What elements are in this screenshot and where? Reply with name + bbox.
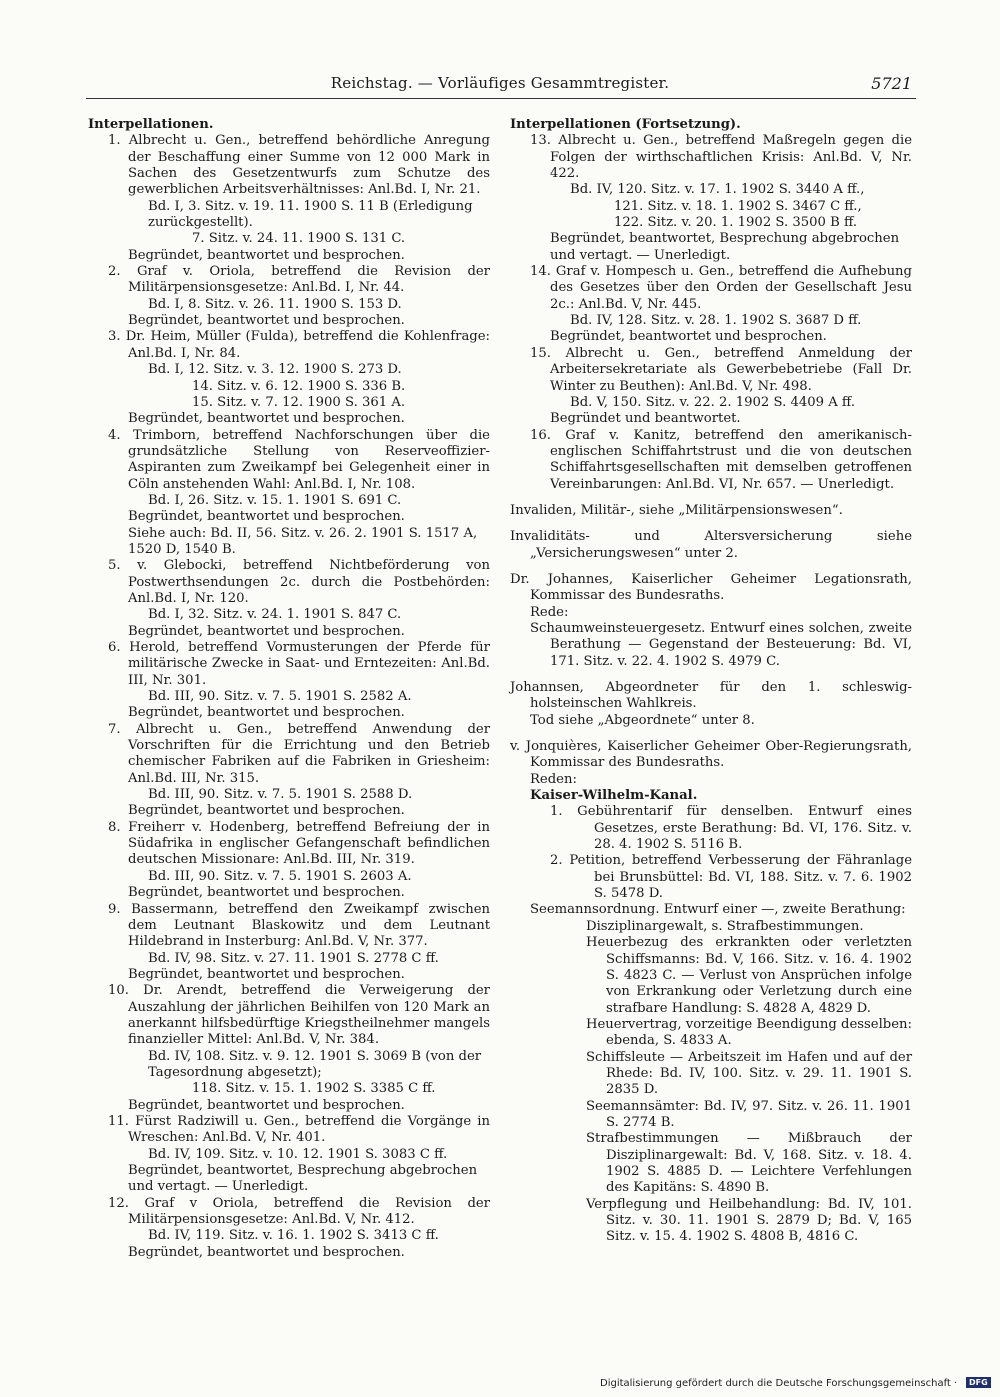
session-reference: Bd. I, 8. Sitz. v. 26. 11. 1900 S. 153 D. bbox=[148, 296, 402, 312]
interpellation-item: 8. Freiherr v. Hodenberg, betreffend Befreiung der in Südafrika in englischer Gefangenschaft befindlichen deutschen Missionare: Anl.Bd. III, Nr. 319. bbox=[108, 819, 490, 868]
rede-label: Rede: bbox=[530, 604, 569, 620]
status-note: Begründet, beantwortet und besprochen. bbox=[128, 803, 405, 819]
interpellation-item: 3. Dr. Heim, Müller (Fulda), betreffend die Kohlenfrage: Anl.Bd. I, Nr. 84. bbox=[108, 329, 490, 361]
status-note: Begründet, beantwortet und besprochen. bbox=[128, 966, 405, 982]
session-reference: Bd. IV, 108. Sitz. v. 9. 12. 1901 S. 3069 B (von der Tagesordnung abgesetzt); bbox=[148, 1048, 482, 1080]
status-note: Begründet und beantwortet. bbox=[550, 411, 741, 427]
status-note: Begründet, beantwortet und besprochen. bbox=[128, 885, 405, 901]
page-header bbox=[0, 74, 1000, 98]
interpellation-item: 12. Graf v Oriola, betreffend die Revision der Militärpensionsgesetze: Anl.Bd. V, Nr. 412. bbox=[108, 1195, 490, 1228]
interpellation-item: 5. v. Glebocki, betreffend Nichtbeförderung von Postwerthsendungen 2c. durch die Postbehörden: Anl.Bd. I, Nr. 120. bbox=[108, 558, 490, 606]
status-note: Begründet, beantwortet und besprochen. bbox=[550, 329, 827, 345]
status-note: Begründet, beantwortet und besprochen. bbox=[128, 705, 405, 721]
entry-schaumwein: Schaumweinsteuergesetz. Entwurf eines solchen, zweite Berathung — Gegenstand der Besteuerung: Bd. VI, 171. Sitz. v. 22. 4. 1902 S. 4979 C. bbox=[530, 620, 912, 669]
dfg-logo: DFG bbox=[966, 1377, 991, 1388]
session-reference: Bd. III, 90. Sitz. v. 7. 5. 1901 S. 2603 A. bbox=[148, 868, 412, 884]
running-title: Reichstag. — Vorläufiges Gesammtregister. bbox=[330, 74, 670, 92]
seemanns-item: Disziplinargewalt, s. Strafbestimmungen. bbox=[586, 918, 864, 934]
entry-johannes-head: Dr. Johannes, Kaiserlicher Geheimer Legationsrath, Kommissar des Bundesraths. bbox=[510, 571, 912, 604]
interpellation-item: 9. Bassermann, betreffend den Zweikampf zwischen dem Leutnant Blaskowitz und dem Leutnant Hildebrand in Insterburg: Anl.Bd. V, Nr. 377. bbox=[108, 901, 490, 950]
status-note: Begründet, beantwortet und besprochen. bbox=[128, 1097, 405, 1113]
session-reference: 118. Sitz. v. 15. 1. 1902 S. 3385 C ff. bbox=[192, 1081, 436, 1097]
interpellation-item: 16. Graf v. Kanitz, betreffend den amerikanisch-englischen Schiffahrtstrust und die von deutschen Schiffahrtsgesellschaften mit demselben getroffenen Vereinbarungen: Anl.Bd. VI, Nr. 657. — Unerledigt. bbox=[530, 427, 912, 492]
seemanns-item: Seemannsämter: Bd. IV, 97. Sitz. v. 26. 11. 1901 S. 2774 B. bbox=[586, 1098, 912, 1130]
interpellation-item: 2. Graf v. Oriola, betreffend die Revision der Militärpensionsgesetze: Anl.Bd. I, Nr. 44. bbox=[108, 264, 490, 296]
status-note: Begründet, beantwortet und besprochen. bbox=[128, 1244, 405, 1260]
seemanns-item: Heuervertrag, vorzeitige Beendigung desselben: ebenda, S. 4833 A. bbox=[586, 1016, 912, 1049]
kanal-heading: Kaiser-Wilhelm-Kanal. bbox=[530, 788, 698, 804]
entry-johannsen-head: Johannsen, Abgeordneter für den 1. schleswig-holsteinschen Wahlkreis. bbox=[510, 680, 912, 712]
interpellation-item: 1. Albrecht u. Gen., betreffend behördliche Anregung der Beschaffung einer Summe von 12 000 Mark in Sachen des Gesetzentwurfs zum Schutze des gewerblichen Arbeitsverhältnisses: Anl.Bd. I, Nr. 21. bbox=[108, 133, 490, 198]
interpellation-list-continued bbox=[510, 133, 912, 493]
session-reference: 14. Sitz. v. 6. 12. 1900 S. 336 B. bbox=[192, 378, 406, 394]
session-reference: Bd. IV, 120. Sitz. v. 17. 1. 1902 S. 3440 A ff., bbox=[570, 182, 865, 198]
reden-label: Reden: bbox=[530, 771, 577, 787]
session-reference: 15. Sitz. v. 7. 12. 1900 S. 361 A. bbox=[192, 394, 406, 410]
session-reference: Bd. III, 90. Sitz. v. 7. 5. 1901 S. 2582 A. bbox=[148, 689, 412, 705]
interpellation-item: 6. Herold, betreffend Vormusterungen der Pferde für militärische Zwecke in Saat- und Erntezeiten: Anl.Bd. III, Nr. 301. bbox=[108, 640, 490, 688]
session-reference: 7. Sitz. v. 24. 11. 1900 S. 131 C. bbox=[192, 231, 406, 247]
status-note: Begründet, beantwortet und besprochen. bbox=[128, 623, 405, 639]
seemanns-item: Strafbestimmungen — Mißbrauch der Disziplinargewalt: Bd. V, 168. Sitz. v. 18. 4. 1902 S. 4885 D. — Leichtere Verfehlungen des Kapitäns: S. 4890 B. bbox=[586, 1131, 912, 1196]
seemanns-item: Verpflegung und Heilbehandlung: Bd. IV, 101. Sitz. v. 30. 11. 1901 S. 2879 D; Bd. V, 165 Sitz. v. 15. 4. 1902 S. 4808 B, 4816 C. bbox=[586, 1196, 912, 1245]
session-reference: Bd. I, 26. Sitz. v. 15. 1. 1901 S. 691 C. bbox=[148, 492, 402, 508]
kanal-item: 1. Gebührentarif für denselben. Entwurf eines Gesetzes, erste Berathung: Bd. VI, 176. Sitz. v. 28. 4. 1902 S. 5116 B. bbox=[550, 804, 912, 853]
status-note: Begründet, beantwortet und besprochen. bbox=[128, 313, 405, 329]
seemanns-item: Heuerbezug des erkrankten oder verletzten Schiffsmanns: Bd. V, 166. Sitz. v. 16. 4. 1902 S. 4823 C. — Verlust von Ansprüchen infolge von Erkrankung oder Verletzung durch eine strafbare Handlung: S. 4828 A, 4829 D. bbox=[586, 935, 912, 1016]
status-note: Begründet, beantwortet, Besprechung abgebrochen und vertagt. — Unerledigt. bbox=[550, 231, 900, 263]
entry-invaliditaets: Invaliditäts- und Altersversicherung siehe „Versicherungswesen“ unter 2. bbox=[510, 529, 912, 561]
seemanns-item: Schiffsleute — Arbeitszeit im Hafen und auf der Rhede: Bd. IV, 100. Sitz. v. 29. 11. 1901 S. 2835 D. bbox=[586, 1049, 912, 1098]
interpellation-item: 13. Albrecht u. Gen., betreffend Maßregeln gegen die Folgen der wirthschaftlichen Krisis: Anl.Bd. V, Nr. 422. bbox=[530, 133, 912, 182]
status-note: Siehe auch: Bd. II, 56. Sitz. v. 26. 2. 1901 S. 1517 A, 1520 D, 1540 B. bbox=[128, 525, 478, 557]
interpellation-list bbox=[88, 133, 490, 1261]
right-column bbox=[510, 117, 912, 1246]
section-heading: Interpellationen. bbox=[88, 117, 214, 132]
interpellation-item: 15. Albrecht u. Gen., betreffend Anmeldung der Arbeitersekretariate als Gewerbebetriebe (Fall Dr. Winter zu Beuthen): Anl.Bd. V, Nr. 498. bbox=[530, 345, 912, 394]
footer-credit: Digitalisierung gefördert durch die Deutsche Forschungsgemeinschaft · bbox=[600, 1378, 958, 1389]
status-note: Begründet, beantwortet und besprochen. bbox=[128, 411, 405, 427]
session-reference: Bd. IV, 109. Sitz. v. 10. 12. 1901 S. 3083 C ff. bbox=[148, 1146, 448, 1162]
interpellation-item: 11. Fürst Radziwill u. Gen., betreffend die Vorgänge in Wreschen: Anl.Bd. V, Nr. 401. bbox=[108, 1113, 490, 1146]
session-reference: Bd. III, 90. Sitz. v. 7. 5. 1901 S. 2588 D. bbox=[148, 787, 413, 803]
interpellation-item: 4. Trimborn, betreffend Nachforschungen über die grundsätzliche Stellung von Reserveoffizier-Aspiranten zum Zweikampf bei Gelegenheit einer in Cöln anstehenden Wahl: Anl.Bd. I, Nr. 108. bbox=[108, 427, 490, 492]
kanal-item: 2. Petition, betreffend Verbesserung der Fähranlage bei Brunsbüttel: Bd. VI, 188. Sitz. v. 7. 6. 1902 S. 5478 D. bbox=[550, 853, 912, 902]
status-note: Begründet, beantwortet und besprochen. bbox=[128, 247, 405, 263]
interpellation-item: 7. Albrecht u. Gen., betreffend Anwendung der Vorschriften für die Errichtung und den Betrieb chemischer Fabriken auf die Fabriken in Griesheim: Anl.Bd. III, Nr. 315. bbox=[108, 721, 490, 786]
session-reference: Bd. IV, 128. Sitz. v. 28. 1. 1902 S. 3687 D ff. bbox=[570, 313, 862, 329]
interpellation-item: 14. Graf v. Hompesch u. Gen., betreffend die Aufhebung des Gesetzes über den Orden der Gesellschaft Jesu 2c.: Anl.Bd. V, Nr. 445. bbox=[530, 264, 912, 312]
interpellation-item: 10. Dr. Arendt, betreffend die Verweigerung der Auszahlung der jährlichen Beihilfen von 120 Mark an anerkannt hilfsbedürftige Kriegstheilnehmer mangels finanzieller Mittel: Anl.Bd. V, Nr. 384. bbox=[108, 983, 490, 1048]
session-reference: Bd. IV, 98. Sitz. v. 27. 11. 1901 S. 2778 C ff. bbox=[148, 950, 439, 966]
session-reference: Bd. V, 150. Sitz. v. 22. 2. 1902 S. 4409 A ff. bbox=[570, 394, 856, 410]
entry-invaliden: Invaliden, Militär-, siehe „Militärpensionswesen“. bbox=[510, 502, 843, 518]
session-reference: 121. Sitz. v. 18. 1. 1902 S. 3467 C ff., bbox=[614, 198, 862, 214]
session-reference: Bd. I, 3. Sitz. v. 19. 11. 1900 S. 11 B (Erledigung zurückgestellt). bbox=[148, 198, 473, 231]
section-heading-continued: Interpellationen (Fortsetzung). bbox=[510, 117, 741, 132]
header-rule bbox=[86, 98, 916, 99]
entry-johannsen-tod: Tod siehe „Abgeordnete“ unter 8. bbox=[530, 712, 755, 728]
session-reference: Bd. IV, 119. Sitz. v. 16. 1. 1902 S. 3413 C ff. bbox=[148, 1228, 439, 1244]
seemanns-heading: Seemannsordnung. Entwurf einer —, zweite Berathung: bbox=[530, 902, 906, 918]
left-column bbox=[88, 117, 490, 1261]
session-reference: 122. Sitz. v. 20. 1. 1902 S. 3500 B ff. bbox=[614, 215, 858, 231]
session-reference: Bd. I, 12. Sitz. v. 3. 12. 1900 S. 273 D. bbox=[148, 362, 402, 378]
page-number: 5721 bbox=[871, 74, 912, 93]
status-note: Begründet, beantwortet, Besprechung abgebrochen und vertagt. — Unerledigt. bbox=[128, 1163, 478, 1195]
session-reference: Bd. I, 32. Sitz. v. 24. 1. 1901 S. 847 C. bbox=[148, 607, 402, 623]
entry-jonquieres-head: v. Jonquières, Kaiserlicher Geheimer Ober-Regierungsrath, Kommissar des Bundesraths. bbox=[510, 739, 912, 771]
status-note: Begründet, beantwortet und besprochen. bbox=[128, 509, 405, 525]
